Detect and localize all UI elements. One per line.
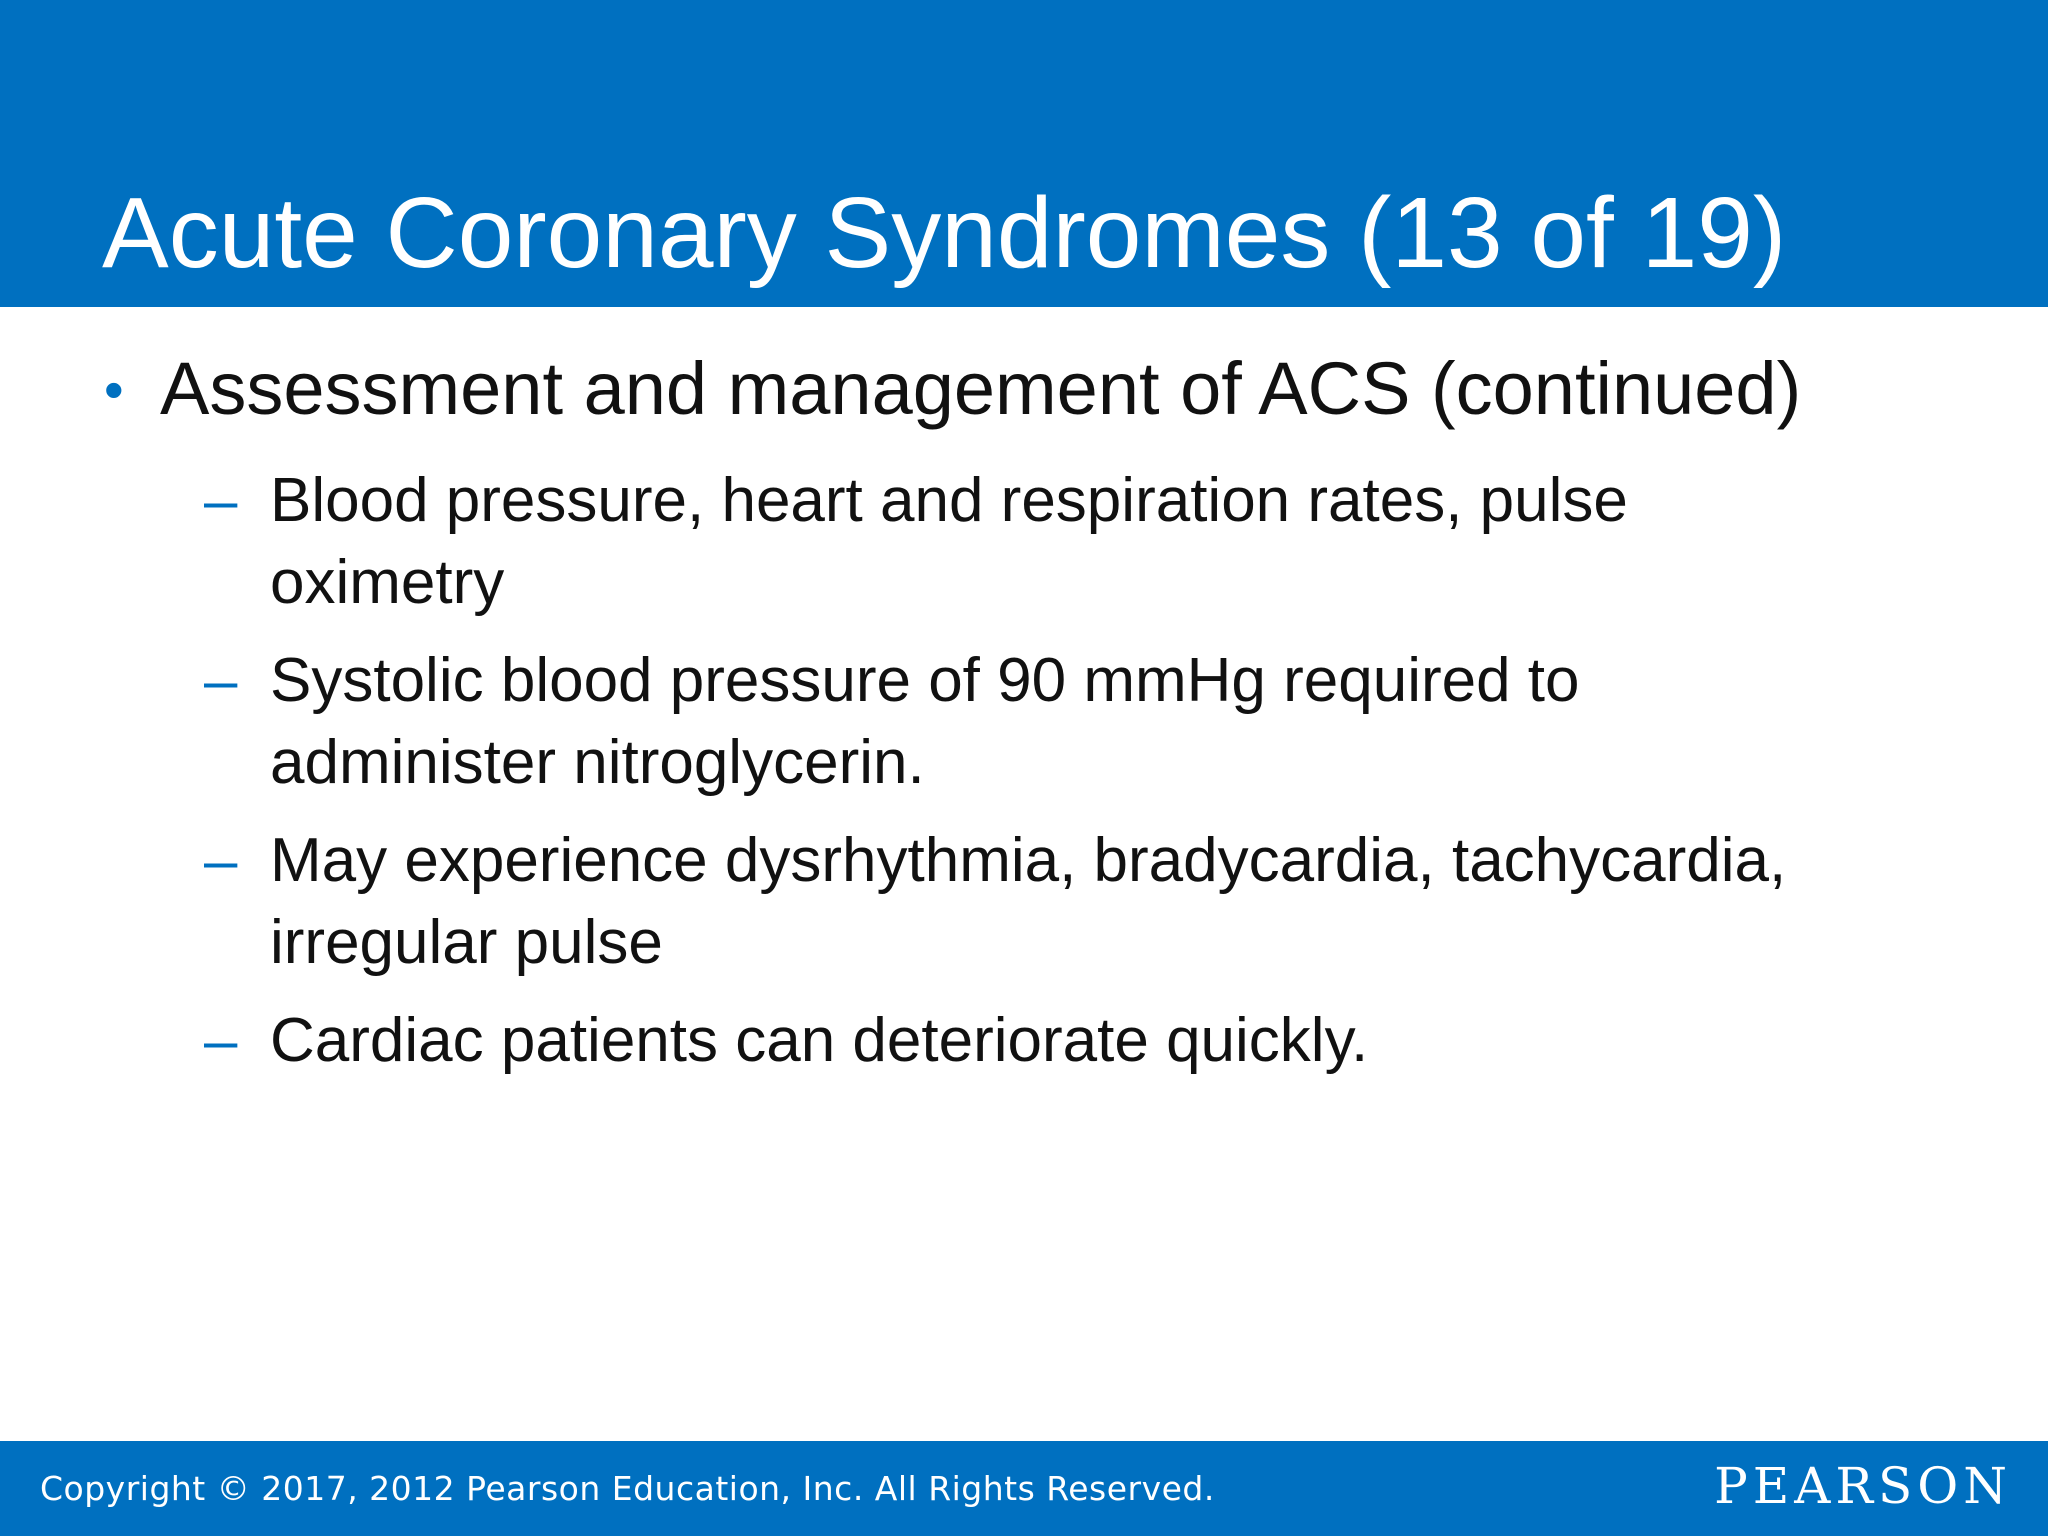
sub-bullet-text: Cardiac patients can deteriorate quickly.	[270, 1006, 1369, 1075]
sub-bullet-text: Blood pressure, heart and respiration rates, pulse oximetry	[270, 466, 1628, 617]
main-bullet	[0, 340, 2048, 430]
dash-marker: –	[204, 827, 238, 894]
slide-header	[0, 0, 2048, 307]
dash-marker: –	[204, 1007, 238, 1074]
dash-marker: –	[204, 647, 238, 714]
pearson-logo: PEARSON	[1714, 1457, 2012, 1515]
main-bullet-text: Assessment and management of ACS (continued)	[160, 347, 1802, 430]
copyright-text: Copyright © 2017, 2012 Pearson Education, Inc. All Rights Reserved.	[40, 1469, 1215, 1508]
dash-marker: –	[204, 467, 238, 534]
slide-footer	[0, 1441, 2048, 1536]
bullet-marker: •	[104, 358, 124, 421]
sub-bullet-text: May experience dysrhythmia, bradycardia, tachycardia, irregular pulse	[270, 826, 1787, 977]
slide-title: Acute Coronary Syndromes (13 of 19)	[102, 177, 1787, 289]
sub-bullet-text: Systolic blood pressure of 90 mmHg required to administer nitroglycerin.	[270, 646, 1580, 797]
